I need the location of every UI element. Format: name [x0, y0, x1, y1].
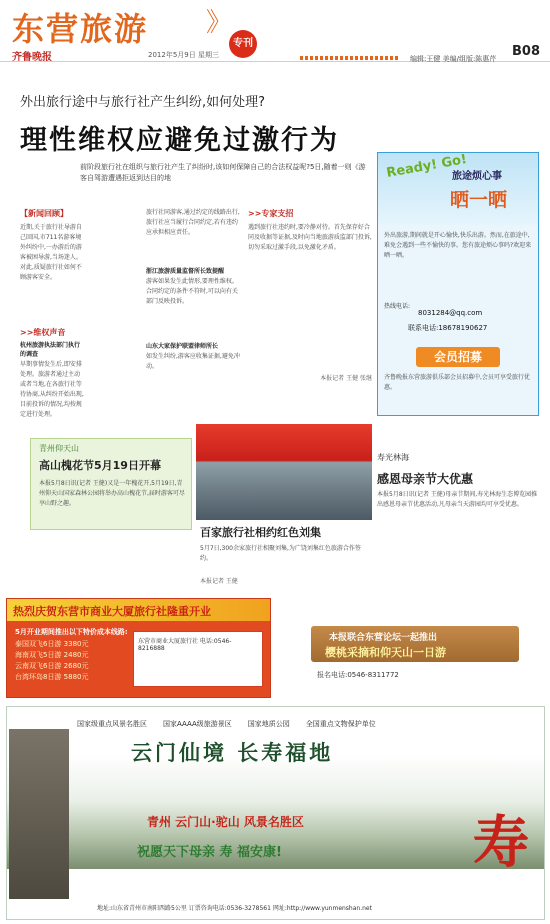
- ad-item: 台湾环岛8日游 5880元: [15, 673, 89, 681]
- column-3-body: 遇到旅行社违约时,要冷静对待。首先保存好合同及收据等证据,及时向当地旅游质监部门投诉,切勿采取过激手段,以免激化矛盾。: [248, 224, 372, 251]
- festival-kicker: 青州仰天山: [39, 444, 79, 453]
- promo-email: 8031284@qq.com: [418, 309, 483, 317]
- ad-label: 国家级重点风景名胜区: [77, 720, 147, 728]
- expert-label: >>专家支招: [248, 209, 294, 218]
- lead-paragraph: 前阶段旅行社在组织与旅行社产生了纠纷时,该如何保障自己的合法权益呢?5日,随着一则《游客自驾游遭遇拒返到达目的地: [80, 163, 366, 182]
- ad-label-row: [77, 719, 376, 729]
- column-2-body: 旅行社同游客,通过约定的线路出行,旅行社应当履行合同约定,若有违约应承担相应责任。: [146, 209, 240, 236]
- recruit-badge: 会员招募: [416, 347, 500, 367]
- subheadline: 外出旅行途中与旅行社产生纠纷,如何处理?: [20, 95, 266, 110]
- column-2: [146, 208, 240, 392]
- promo-body: 外出旅游,期间就是开心愉快,快乐出游。然而,在旅途中,难免会遇到一些不愉快的事。您有旅途烦心事吗?欢迎来晒一晒。: [384, 232, 532, 259]
- festival-title: 高山槐花节5月19日开幕: [39, 459, 161, 472]
- ready-go-logo: Ready! Go!: [385, 152, 469, 181]
- forum-line: 本报联合东营论坛一起推出: [329, 633, 438, 643]
- huaihua-festival-box: [30, 438, 192, 530]
- festival-body: 本报5月8日讯(记者 王健)又是一年槐花开,5月19日,青州仰天山国家森林公园将举办高山槐花节,届时游客可尽享山野之趣。: [39, 480, 185, 507]
- ad-footer: 地址:山东省青州市南阳西路5公里 订票咨询电话:0536-3278561 网址:http://www.yunmenshan.net: [97, 905, 372, 912]
- ad-wish: 祝愿天下母亲 寿 福安康!: [137, 845, 282, 860]
- quote-mark: 》: [206, 8, 233, 38]
- ad-item-list: [15, 639, 89, 683]
- ad-label: 全国重点文物保护单位: [305, 720, 376, 728]
- promo-tel: 联系电话:18678190627: [408, 324, 488, 332]
- photo-caption: 百家旅行社相约红色刘集: [200, 526, 321, 539]
- special-badge: 专刊: [229, 30, 257, 58]
- ad-banner-text: 热烈庆贺东营市商业大厦旅行社隆重开业: [13, 605, 211, 618]
- yunmen-ad[interactable]: [6, 706, 545, 920]
- travel-agency-ad[interactable]: [6, 598, 271, 698]
- page-number: B08: [512, 44, 540, 59]
- voice-label: >>维权声音: [20, 328, 66, 337]
- column-2-body-3: 如发生纠纷,游客应收集证据,避免冲动。: [146, 353, 240, 370]
- column-2-body-2: 游客如果发生此情形,要理性维权。合同约定的条件不符时,可以向有关部门反映投诉。: [146, 278, 238, 305]
- ad-label: 国家地质公园: [247, 720, 290, 728]
- photo-byline: 本报记者 王健: [200, 578, 238, 585]
- headline: 理性维权应避免过激行为: [20, 125, 339, 156]
- ad-area: 青州 云门山·驼山 风景名胜区: [147, 815, 304, 829]
- photo-body: 5月7日,300余家旅行社相聚刘集,为广饶刘集红色旅游合作签约。: [200, 545, 361, 562]
- forum-title: 樱桃采摘和仰天山一日游: [325, 646, 446, 659]
- ad-slogan: 云门仙境 长寿福地: [131, 740, 334, 765]
- column-2-subtitle-2: 山东大家保护联盟律师所长: [146, 343, 219, 350]
- promo-big-title: 晒一晒: [450, 189, 508, 211]
- ad-item: 泰国双飞6日游 3380元: [15, 640, 89, 648]
- ad-line: 5月开业期间推出以下特价成本线路:: [15, 628, 128, 636]
- masthead: [0, 0, 550, 62]
- column-1: [20, 208, 84, 420]
- column-1-subtitle: 杭州旅游执法部门执行的调查: [20, 342, 81, 358]
- event-photo: [196, 424, 372, 520]
- column-1-body-2: 早期事情发生后,即安排处理。旅游者通过主动或者当地,在各旅行社等待协商,从纠纷开始出现,目前投诉的情况,均按规定进行处理。: [20, 361, 84, 418]
- side-body: 本报5月8日讯(记者 王健)母亲节期间,寿光林海生态博览园推出感恩母亲节优惠活动,凡母亲当天游园均可享受优惠。: [377, 491, 538, 508]
- shou-character: 寿: [473, 810, 529, 876]
- side-kicker: 寿光林海: [377, 453, 409, 462]
- promo-phone-label: 热线电话:: [384, 303, 411, 310]
- ad-label: 国家AAAA级旅游景区: [163, 720, 232, 728]
- ad-item: 海南双飞5日游 2480元: [15, 651, 89, 659]
- issue-date: 2012年5月9日 星期三: [148, 51, 219, 59]
- ad-contact-box: 东营市商业大厦旅行社 电话:0546-8216888: [133, 631, 263, 687]
- forum-contact: 报名电话:0546-8311772: [317, 671, 399, 679]
- recruit-body: 齐鲁晚报东营旅游俱乐部会员招募中,会员可享受旅行优惠。: [384, 374, 530, 391]
- buddha-statue: [9, 729, 69, 899]
- column-3-byline: 本报记者 王健 张继: [320, 375, 372, 382]
- column-1-body: 近期,关于旅行社导游自己回国,市711名游客境外纠纷中,一办游后的游客被困导游,当场迷人。对此,质疑旅行社如何不顾游客安全。: [20, 224, 82, 281]
- editors: 编辑:王健 美编/组版:陈惠芹: [410, 55, 497, 63]
- decorative-bars: [300, 56, 400, 60]
- section-title: 东营旅游: [12, 10, 149, 48]
- column-2-subtitle: 浙江旅游质量监督所长致提醒: [146, 268, 225, 275]
- forum-ad[interactable]: [277, 598, 545, 698]
- promo-title: 旅途烦心事: [452, 171, 502, 182]
- column-3: [248, 208, 372, 382]
- ad-item: 云南双飞6日游 2680元: [15, 662, 89, 670]
- news-review-label: 【新闻回顾】: [20, 209, 68, 218]
- promo-box: [377, 152, 539, 416]
- side-title: 感恩母亲节大优惠: [377, 472, 474, 486]
- paper-logo: 齐鲁晚报: [12, 52, 52, 63]
